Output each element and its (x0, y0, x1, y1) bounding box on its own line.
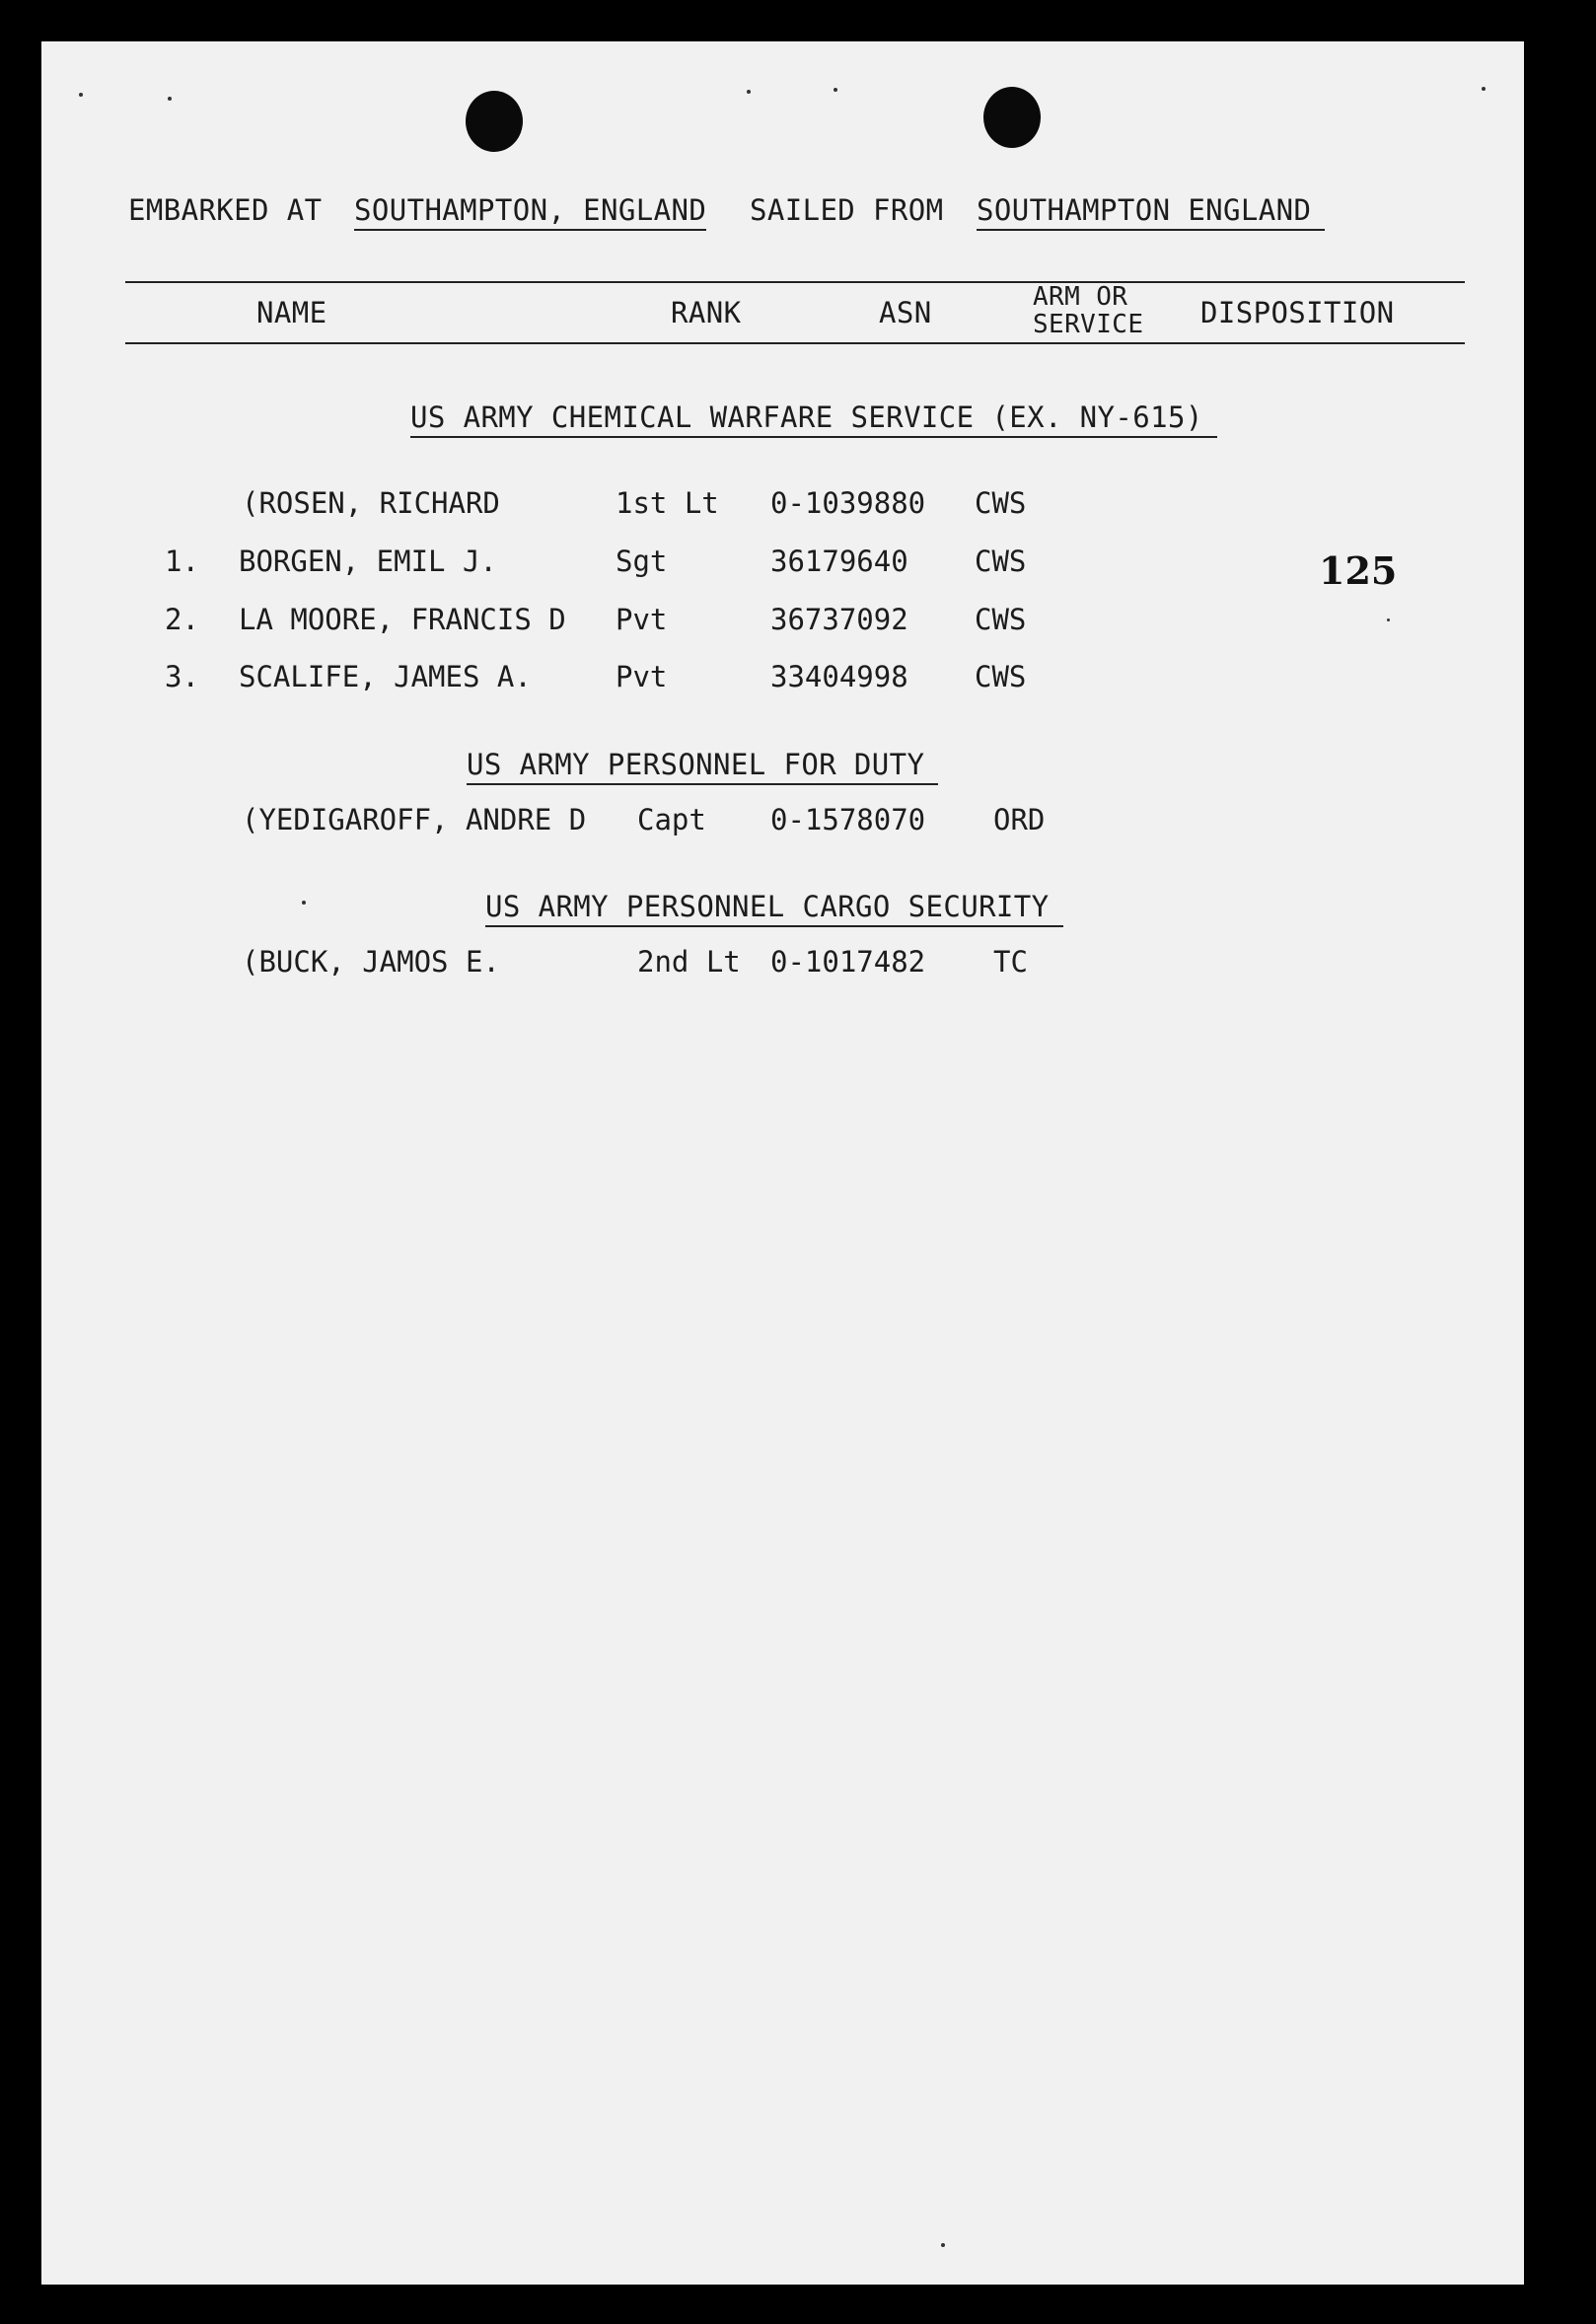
row-arm: CWS (975, 545, 1027, 578)
column-header-asn: ASN (879, 296, 932, 329)
row-rank: 1st Lt (616, 486, 719, 520)
speck-mark (1482, 87, 1486, 91)
embarked-label: EMBARKED AT (128, 193, 323, 227)
section-title: US ARMY PERSONNEL FOR DUTY (467, 748, 938, 785)
embarked-value: SOUTHAMPTON, ENGLAND (354, 193, 706, 231)
sailed-value: SOUTHAMPTON ENGLAND (977, 193, 1325, 231)
speck-mark (302, 901, 306, 905)
row-asn: 36737092 (770, 603, 908, 636)
sailed-label: SAILED FROM (750, 193, 944, 227)
speck-mark (941, 2243, 945, 2247)
row-asn: 0-1578070 (770, 803, 926, 836)
row-name: BORGEN, EMIL J. (239, 545, 497, 578)
row-name: LA MOORE, FRANCIS D (239, 603, 566, 636)
header-rule-top (125, 281, 1465, 283)
speck-mark (747, 90, 751, 94)
row-name: (ROSEN, RICHARD (242, 486, 500, 520)
column-header-name: NAME (256, 296, 327, 329)
row-arm: CWS (975, 603, 1027, 636)
row-rank: Sgt (616, 545, 668, 578)
speck-mark (79, 93, 83, 97)
row-rank: Capt (637, 803, 706, 836)
section-title: US ARMY CHEMICAL WARFARE SERVICE (EX. NY-615) (410, 400, 1217, 438)
column-header-arm-line2: SERVICE (1033, 310, 1144, 339)
row-arm: ORD (993, 803, 1046, 836)
row-number: 1. (165, 545, 199, 578)
page-number: 125 (1319, 548, 1398, 593)
row-rank: Pvt (616, 660, 668, 693)
row-asn: 0-1017482 (770, 945, 926, 979)
row-asn: 0-1039880 (770, 486, 926, 520)
document-page (41, 41, 1524, 2285)
speck-mark (168, 97, 172, 101)
row-name: (YEDIGAROFF, ANDRE D (242, 803, 587, 836)
speck-mark (1387, 618, 1390, 621)
section-title: US ARMY PERSONNEL CARGO SECURITY (485, 890, 1063, 927)
speck-mark (834, 88, 837, 92)
column-header-rank: RANK (671, 296, 742, 329)
row-asn: 36179640 (770, 545, 908, 578)
column-header-disposition: DISPOSITION (1200, 296, 1395, 329)
header-rule-bottom (125, 342, 1465, 344)
row-arm: CWS (975, 660, 1027, 693)
row-arm: CWS (975, 486, 1027, 520)
row-rank: 2nd Lt (637, 945, 741, 979)
punch-hole-right (983, 87, 1041, 148)
row-rank: Pvt (616, 603, 668, 636)
column-header-arm-line1: ARM OR (1033, 282, 1128, 312)
row-arm: TC (993, 945, 1028, 979)
row-asn: 33404998 (770, 660, 908, 693)
row-name: (BUCK, JAMOS E. (242, 945, 500, 979)
row-name: SCALIFE, JAMES A. (239, 660, 532, 693)
punch-hole-left (466, 91, 523, 152)
row-number: 3. (165, 660, 199, 693)
row-number: 2. (165, 603, 199, 636)
